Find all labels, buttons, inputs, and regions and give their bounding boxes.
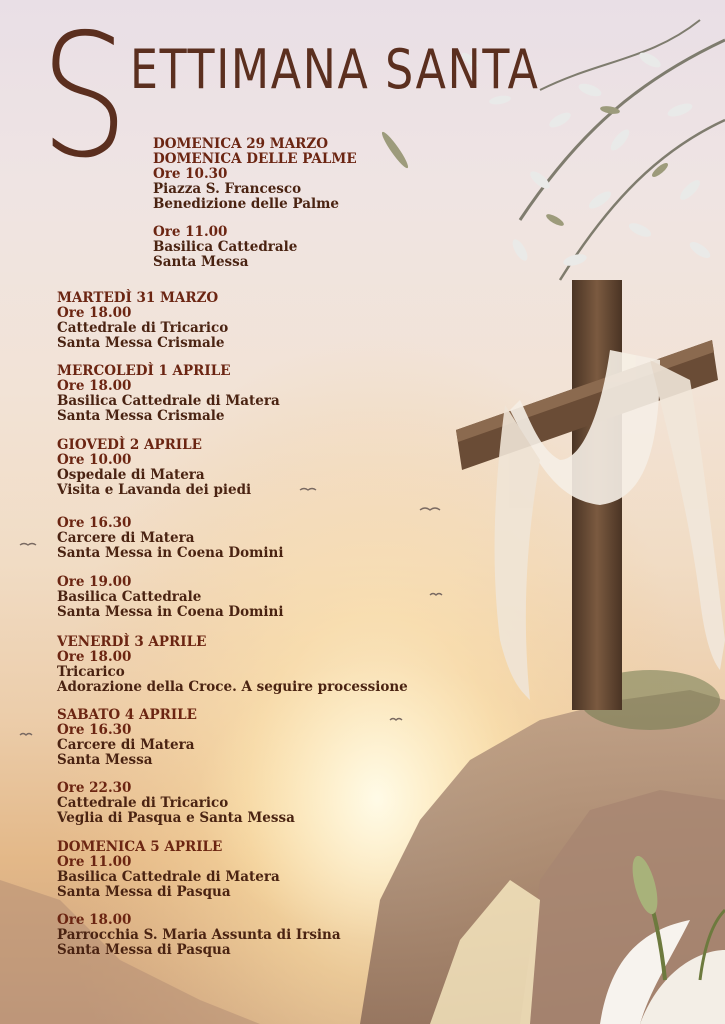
event-time: Ore 19.00 [57, 574, 132, 590]
event-time: Ore 11.00 [57, 854, 132, 870]
event-day: VENERDÌ 3 APRILE [57, 634, 207, 650]
event-day: MARTEDÌ 31 MARZO [57, 290, 219, 306]
event-giovedi-basilica [57, 575, 284, 620]
event-time: Ore 18.00 [57, 305, 132, 321]
event-feast: DOMENICA DELLE PALME [153, 151, 357, 167]
event-time: Ore 18.00 [57, 912, 132, 928]
event-place: Carcere di Matera [57, 737, 195, 753]
title-text: ETTIMANA SANTA [130, 38, 540, 101]
event-description: Santa Messa in Coena Domini [57, 545, 284, 561]
event-time: Ore 18.00 [57, 378, 132, 394]
title-initial-letter: S [40, 0, 129, 196]
event-domenica-irsina [57, 913, 341, 958]
event-time: Ore 18.00 [57, 649, 132, 665]
event-description: Santa Messa di Pasqua [57, 884, 231, 900]
event-description: Santa Messa di Pasqua [57, 942, 231, 958]
event-description: Benedizione delle Palme [153, 196, 339, 212]
event-description: Santa Messa [57, 752, 153, 768]
event-place: Parrocchia S. Maria Assunta di Irsina [57, 927, 341, 943]
event-description: Santa Messa Crismale [57, 408, 225, 424]
event-giovedi-carcere [57, 516, 284, 561]
event-giovedi [57, 438, 251, 498]
event-place: Basilica Cattedrale di Matera [57, 393, 280, 409]
event-place: Tricarico [57, 664, 125, 680]
event-day: GIOVEDÌ 2 APRILE [57, 437, 202, 453]
event-time: Ore 10.00 [57, 452, 132, 468]
event-place: Piazza S. Francesco [153, 181, 302, 197]
event-time: Ore 16.30 [57, 515, 132, 531]
event-venerdi [57, 635, 408, 695]
event-place: Basilica Cattedrale di Matera [57, 869, 280, 885]
event-time: Ore 11.00 [153, 224, 228, 240]
event-description: Santa Messa Crismale [57, 335, 225, 351]
event-description: Santa Messa in Coena Domini [57, 604, 284, 620]
event-place: Cattedrale di Tricarico [57, 795, 229, 811]
event-place: Cattedrale di Tricarico [57, 320, 229, 336]
event-place: Basilica Cattedrale [57, 589, 202, 605]
event-description: Visita e Lavanda dei piedi [57, 482, 252, 498]
event-day: DOMENICA 5 APRILE [57, 839, 223, 855]
event-day: DOMENICA 29 MARZO [153, 136, 329, 152]
event-day: MERCOLEDÌ 1 APRILE [57, 363, 231, 379]
event-day: SABATO 4 APRILE [57, 707, 197, 723]
event-description: Adorazione della Croce. A seguire processione [57, 679, 408, 695]
event-time: Ore 22.30 [57, 780, 132, 796]
event-mercoledi [57, 364, 280, 424]
event-place: Ospedale di Matera [57, 467, 205, 483]
event-sabato [57, 708, 197, 768]
event-description: Veglia di Pasqua e Santa Messa [57, 810, 295, 826]
event-time: Ore 10.30 [153, 166, 228, 182]
event-description: Santa Messa [153, 254, 249, 270]
event-domenica-palme [153, 137, 357, 212]
event-time: Ore 16.30 [57, 722, 132, 738]
event-sabato-veglia [57, 781, 295, 826]
event-martedi [57, 291, 228, 351]
event-place: Carcere di Matera [57, 530, 195, 546]
event-domenica-messa [153, 225, 297, 270]
event-place: Basilica Cattedrale [153, 239, 298, 255]
event-domenica-pasqua [57, 840, 280, 900]
